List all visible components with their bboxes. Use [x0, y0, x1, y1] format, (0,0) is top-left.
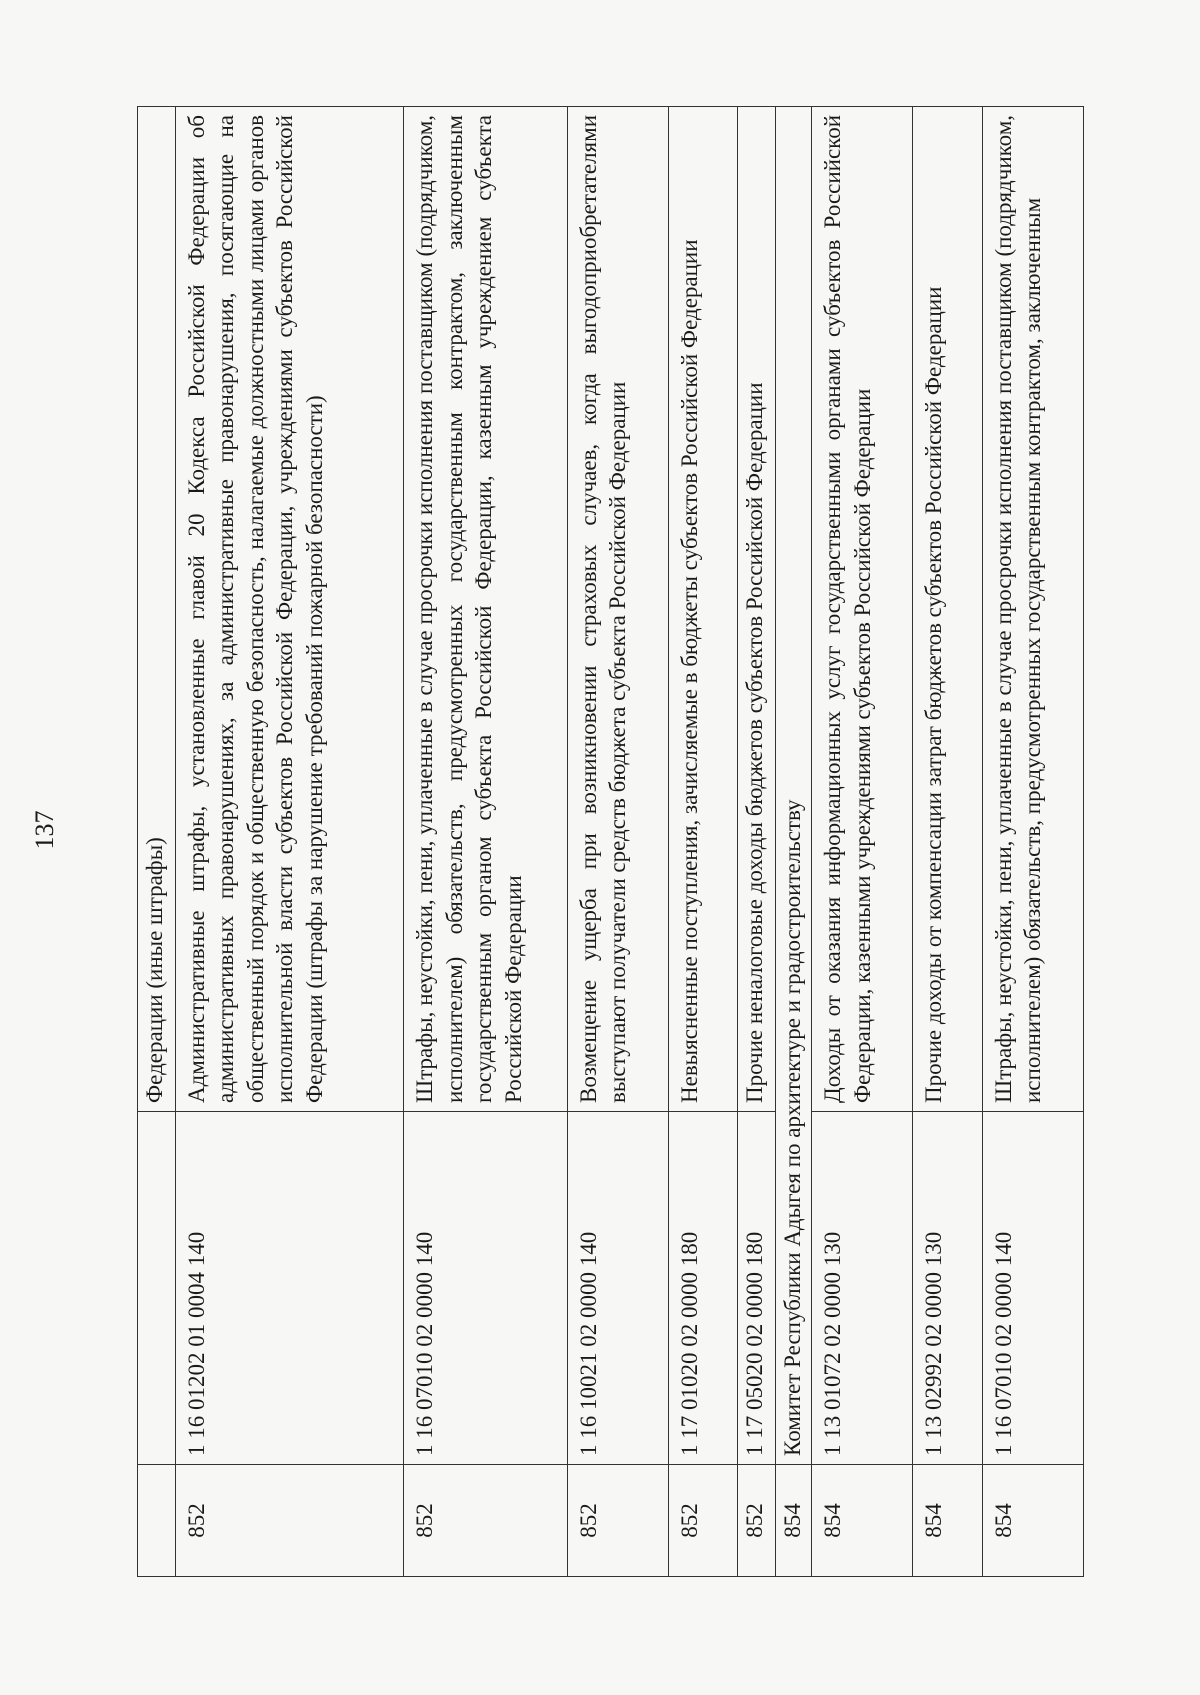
income-code-cell: 1 16 10021 02 0000 140 [567, 1112, 668, 1465]
table-row [668, 107, 737, 1577]
table-row [812, 107, 913, 1577]
income-code-cell: 1 17 05020 02 0000 180 [738, 1112, 776, 1465]
admin-code-cell: 854 [812, 1465, 913, 1577]
income-codes-table [137, 106, 1084, 1577]
admin-code-cell: 852 [668, 1465, 737, 1577]
admin-code-cell: 852 [738, 1465, 776, 1577]
page-number: 137 [30, 810, 59, 850]
admin-code-cell: 852 [175, 1465, 403, 1577]
income-code-cell: 1 17 01020 02 0000 180 [668, 1112, 737, 1465]
table-row [404, 107, 567, 1577]
income-name-cell: Возмещение ущерба при возникновении страховых случаев, когда выгодоприобретателями выступают получатели средств бюджета субъекта Российской Федерации [567, 107, 668, 1112]
admin-code-cell: 852 [567, 1465, 668, 1577]
income-code-cell: 1 13 02992 02 0000 130 [913, 1112, 982, 1465]
income-code-cell: 1 13 01072 02 0000 130 [812, 1112, 913, 1465]
table-row [138, 107, 176, 1577]
income-name-cell: Штрафы, неустойки, пени, уплаченные в случае просрочки исполнения поставщиком (подрядчиком, исполнителем) обязательств, предусмотренных государственным контрактом, заключенным государственным органом субъекта Российской Федерации, казенным учреждением субъекта Российской Федерации [404, 107, 567, 1112]
income-code-cell [138, 1112, 176, 1465]
admin-code-cell [138, 1465, 176, 1577]
section-heading-row [776, 107, 812, 1577]
income-code-cell: 1 16 07010 02 0000 140 [982, 1112, 1083, 1465]
table-row [738, 107, 776, 1577]
income-code-cell: 1 16 01202 01 0004 140 [175, 1112, 403, 1465]
admin-code-cell: 854 [982, 1465, 1083, 1577]
income-name-cell: Прочие неналоговые доходы бюджетов субъектов Российской Федерации [738, 107, 776, 1112]
income-codes-table-frame [137, 107, 1084, 1577]
admin-code-cell: 852 [404, 1465, 567, 1577]
table-row [567, 107, 668, 1577]
admin-code-cell: 854 [913, 1465, 982, 1577]
income-name-cell: Административные штрафы, установленные главой 20 Кодекса Российской Федерации об административных правонарушениях, за административные правонарушения, посягающие на общественный порядок и общественную безопасность, налагаемые должностными лицами органов исполнительной власти субъектов Российской Федерации, учреждениями субъектов Российской Федерации (штрафы за нарушение требований пожарной безопасности) [175, 107, 403, 1112]
income-name-cell: Доходы от оказания информационных услуг государственными органами субъектов Российской Федерации, казенными учреждениями субъектов Российской Федерации [812, 107, 913, 1112]
table-row [175, 107, 403, 1577]
admin-code-cell: 854 [776, 1465, 812, 1577]
table-row [913, 107, 982, 1577]
income-code-cell: 1 16 07010 02 0000 140 [404, 1112, 567, 1465]
income-name-cell: Прочие доходы от компенсации затрат бюджетов субъектов Российской Федерации [913, 107, 982, 1112]
income-name-cell: Штрафы, неустойки, пени, уплаченные в случае просрочки исполнения поставщиком (подрядчиком, исполнителем) обязательств, предусмотренных государственным контрактом, заключенным [982, 107, 1083, 1112]
table-row [982, 107, 1083, 1577]
section-heading: Комитет Республики Адыгея по архитектуре и градостроительству [776, 107, 812, 1465]
income-name-cell: Федерации (иные штрафы) [138, 107, 176, 1112]
income-name-cell: Невыясненные поступления, зачисляемые в бюджеты субъектов Российской Федерации [668, 107, 737, 1112]
